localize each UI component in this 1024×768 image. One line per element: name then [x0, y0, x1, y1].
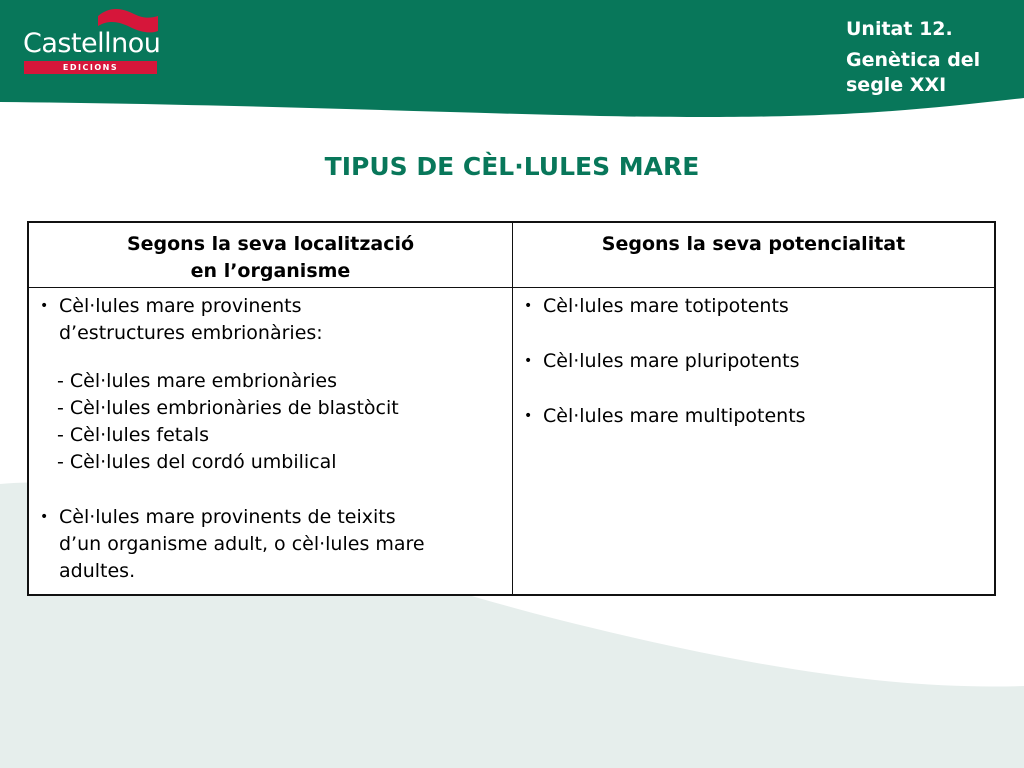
list-item: • Cèl·lules mare totipotents [523, 293, 983, 320]
header-potentiality: Segons la seva potencialitat [601, 233, 906, 255]
sub-list [39, 368, 507, 476]
sub-item: - Cèl·lules embrionàries de blastòcit [57, 397, 399, 419]
unit-line-2: Genètica del [846, 49, 981, 71]
bullet-1-line-2: d’estructures embrionàries: [59, 322, 323, 344]
page-title: TIPUS DE CÈL·LULES MARE [324, 152, 700, 181]
localization-cell [39, 293, 507, 585]
list-item [39, 293, 507, 347]
logo-subtitle: EDICIONS [62, 63, 119, 72]
header-localization-line-2: en l’organisme [190, 260, 351, 282]
unit-title [846, 14, 1016, 96]
bullet-2-line-2: d’un organisme adult, o cèl·lules mare [59, 533, 425, 555]
unit-line-3: segle XXI [846, 74, 947, 96]
potentiality-cell [523, 293, 983, 430]
logo-name: Castellnou [23, 28, 161, 59]
column-divider [512, 223, 513, 594]
header-localization-line-1: Segons la seva localització [126, 233, 415, 255]
header-divider [29, 287, 994, 288]
bullet-2-line-3: adultes. [59, 560, 136, 582]
list-item [39, 504, 507, 585]
sub-item: - Cèl·lules fetals [57, 424, 210, 446]
header-localization [29, 231, 512, 285]
list-item: • Cèl·lules mare multipotents [523, 403, 983, 430]
list-item: • Cèl·lules mare pluripotents [523, 348, 983, 375]
sub-item: - Cèl·lules del cordó umbilical [57, 451, 337, 473]
cell-types-table [27, 221, 996, 596]
bullet-1-line-1: • Cèl·lules mare provinents [59, 295, 302, 317]
sub-item: - Cèl·lules mare embrionàries [57, 370, 338, 392]
bullet-2-line-1: • Cèl·lules mare provinents de teixits [59, 506, 396, 528]
unit-line-1: Unitat 12. [846, 18, 953, 40]
